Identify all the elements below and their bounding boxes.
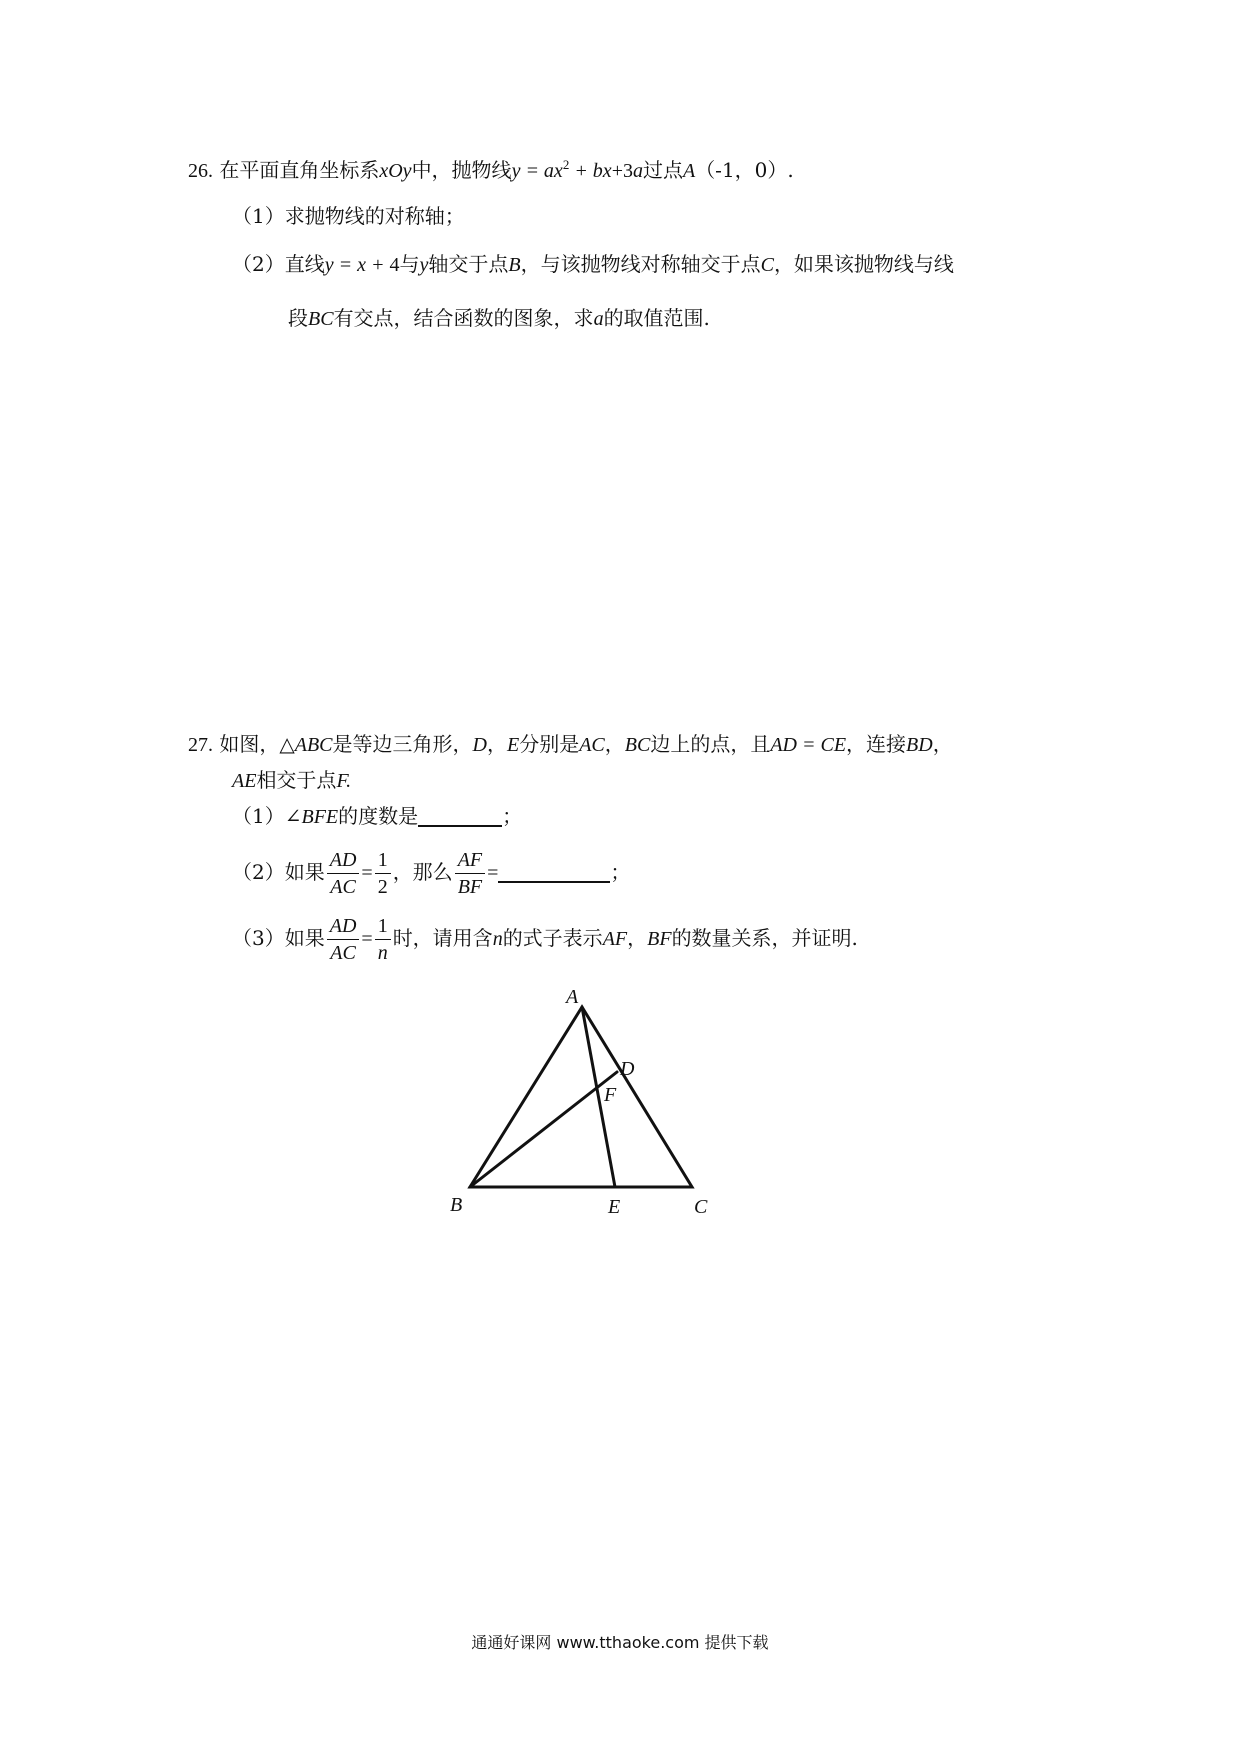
q26-text: 过点	[642, 158, 683, 182]
q27-eq: AD = CE	[770, 734, 847, 756]
q27-var: D	[472, 734, 487, 756]
fraction-1-n	[375, 913, 391, 966]
footer-watermark: 通通好课网 www.tthaoke.com 提供下载	[471, 1633, 769, 1652]
q27-var: E	[506, 734, 520, 756]
fraction-1-2	[375, 847, 391, 900]
q26-text: 在平面直角坐标系	[219, 158, 380, 182]
frac-num: 1	[375, 913, 391, 940]
frac-num: AF	[455, 847, 485, 874]
q26-part1: （1）求抛物线的对称轴；	[232, 204, 465, 228]
q26-text: 中，抛物线	[411, 158, 512, 182]
q27-text: ，连接	[846, 732, 907, 756]
q27-text: 时，请用含	[392, 926, 493, 950]
fraction-ad-ac	[327, 847, 360, 900]
q26-stem	[188, 156, 794, 185]
q27-eq: =	[487, 862, 499, 884]
q26-var: C	[760, 254, 774, 276]
label-c: C	[694, 1196, 708, 1218]
q27-part2	[232, 844, 630, 901]
q27-var: BFE	[301, 806, 339, 828]
q27-text: ；	[610, 860, 631, 884]
q27-text: 的数量关系，并证明.	[671, 926, 858, 950]
q27-text: 是等边三角形，	[332, 732, 473, 756]
q26-line-eq: y = x +	[324, 254, 390, 276]
q26-text: 与	[399, 252, 420, 276]
frac-den: AC	[330, 942, 356, 964]
q26-part2-cont	[288, 304, 710, 333]
q27-text: 边上的点，且	[650, 732, 771, 756]
q26-coord: （-1，0）.	[695, 158, 794, 182]
q27-var: n	[492, 928, 503, 950]
q27-number: 27.	[188, 734, 213, 756]
frac-num: AD	[327, 847, 360, 874]
label-b: B	[450, 1194, 463, 1216]
q26-text: 的取值范围.	[603, 306, 710, 330]
label-e: E	[608, 1196, 621, 1218]
q27-var: AE	[232, 770, 257, 792]
q26-number: 26.	[188, 160, 213, 182]
frac-den: 2	[377, 876, 388, 898]
q26-text: 轴交于点	[428, 252, 509, 276]
q27-var: BC	[624, 734, 651, 756]
frac-den: n	[377, 942, 388, 964]
q27-text: （1）∠	[232, 804, 302, 828]
q27-eq: =	[361, 862, 373, 884]
q26-var: y	[419, 254, 429, 276]
frac-den: AC	[330, 876, 356, 898]
q26-eq-sup: 2	[562, 157, 570, 172]
q26-eq: + bx	[569, 160, 612, 182]
label-f: F	[604, 1084, 617, 1106]
q27-var: AF	[602, 928, 628, 950]
q27-text: 的度数是	[338, 804, 419, 828]
segment-bd	[470, 1072, 617, 1187]
q27-var: AC	[579, 734, 605, 756]
q26-eq: y = ax	[511, 160, 563, 182]
fraction-af-bf	[455, 847, 485, 900]
q26-var: a	[593, 308, 604, 330]
q26-text: 有交点，结合函数的图象，求	[333, 306, 594, 330]
q27-part3	[232, 910, 858, 967]
label-d: D	[620, 1058, 635, 1080]
answer-blank-1[interactable]	[418, 803, 502, 827]
q27-part1	[232, 802, 522, 831]
q27-text: ，	[604, 732, 625, 756]
label-a: A	[566, 986, 579, 1008]
q27-text: 相交于点	[256, 768, 337, 792]
q27-var: BF	[647, 928, 672, 950]
q27-text: 的式子表示	[502, 926, 603, 950]
q27-text: 如图，△	[219, 732, 295, 756]
q27-var: ABC	[294, 734, 333, 756]
q26-part2	[232, 250, 954, 279]
q27-text: ，	[932, 732, 953, 756]
frac-num: AD	[327, 913, 360, 940]
q27-text: （3）如果	[232, 926, 325, 950]
q26-text: （2）直线	[232, 252, 325, 276]
q27-stem-cont	[232, 766, 351, 795]
q27-text: 分别是	[519, 732, 580, 756]
answer-blank-2[interactable]	[498, 859, 610, 883]
q26-point-a: A	[682, 160, 696, 182]
q27-var: BD	[906, 734, 933, 756]
q26-xoy: xOy	[379, 160, 412, 182]
q27-var: F.	[336, 770, 352, 792]
q26-eq: a	[632, 160, 643, 182]
fraction-ad-ac	[327, 913, 360, 966]
q27-text: ，那么	[392, 860, 453, 884]
q26-var: BC	[308, 308, 334, 330]
triangle-figure	[440, 975, 720, 1225]
q27-text: （2）如果	[232, 860, 325, 884]
q26-line-eq: 4	[389, 254, 400, 276]
q27-stem	[188, 730, 953, 759]
q26-text: ，如果该抛物线与线	[773, 252, 954, 276]
q26-text: ，与该抛物线对称轴交于点	[520, 252, 761, 276]
q27-eq: =	[361, 928, 373, 950]
q26-text: 段	[288, 306, 308, 330]
q27-text: ，	[627, 926, 648, 950]
q27-text: ，	[486, 732, 507, 756]
q26-var: B	[508, 254, 521, 276]
frac-num: 1	[375, 847, 391, 874]
q27-text: ；	[502, 804, 523, 828]
q26-eq: +3	[611, 160, 633, 182]
frac-den: BF	[457, 876, 483, 898]
